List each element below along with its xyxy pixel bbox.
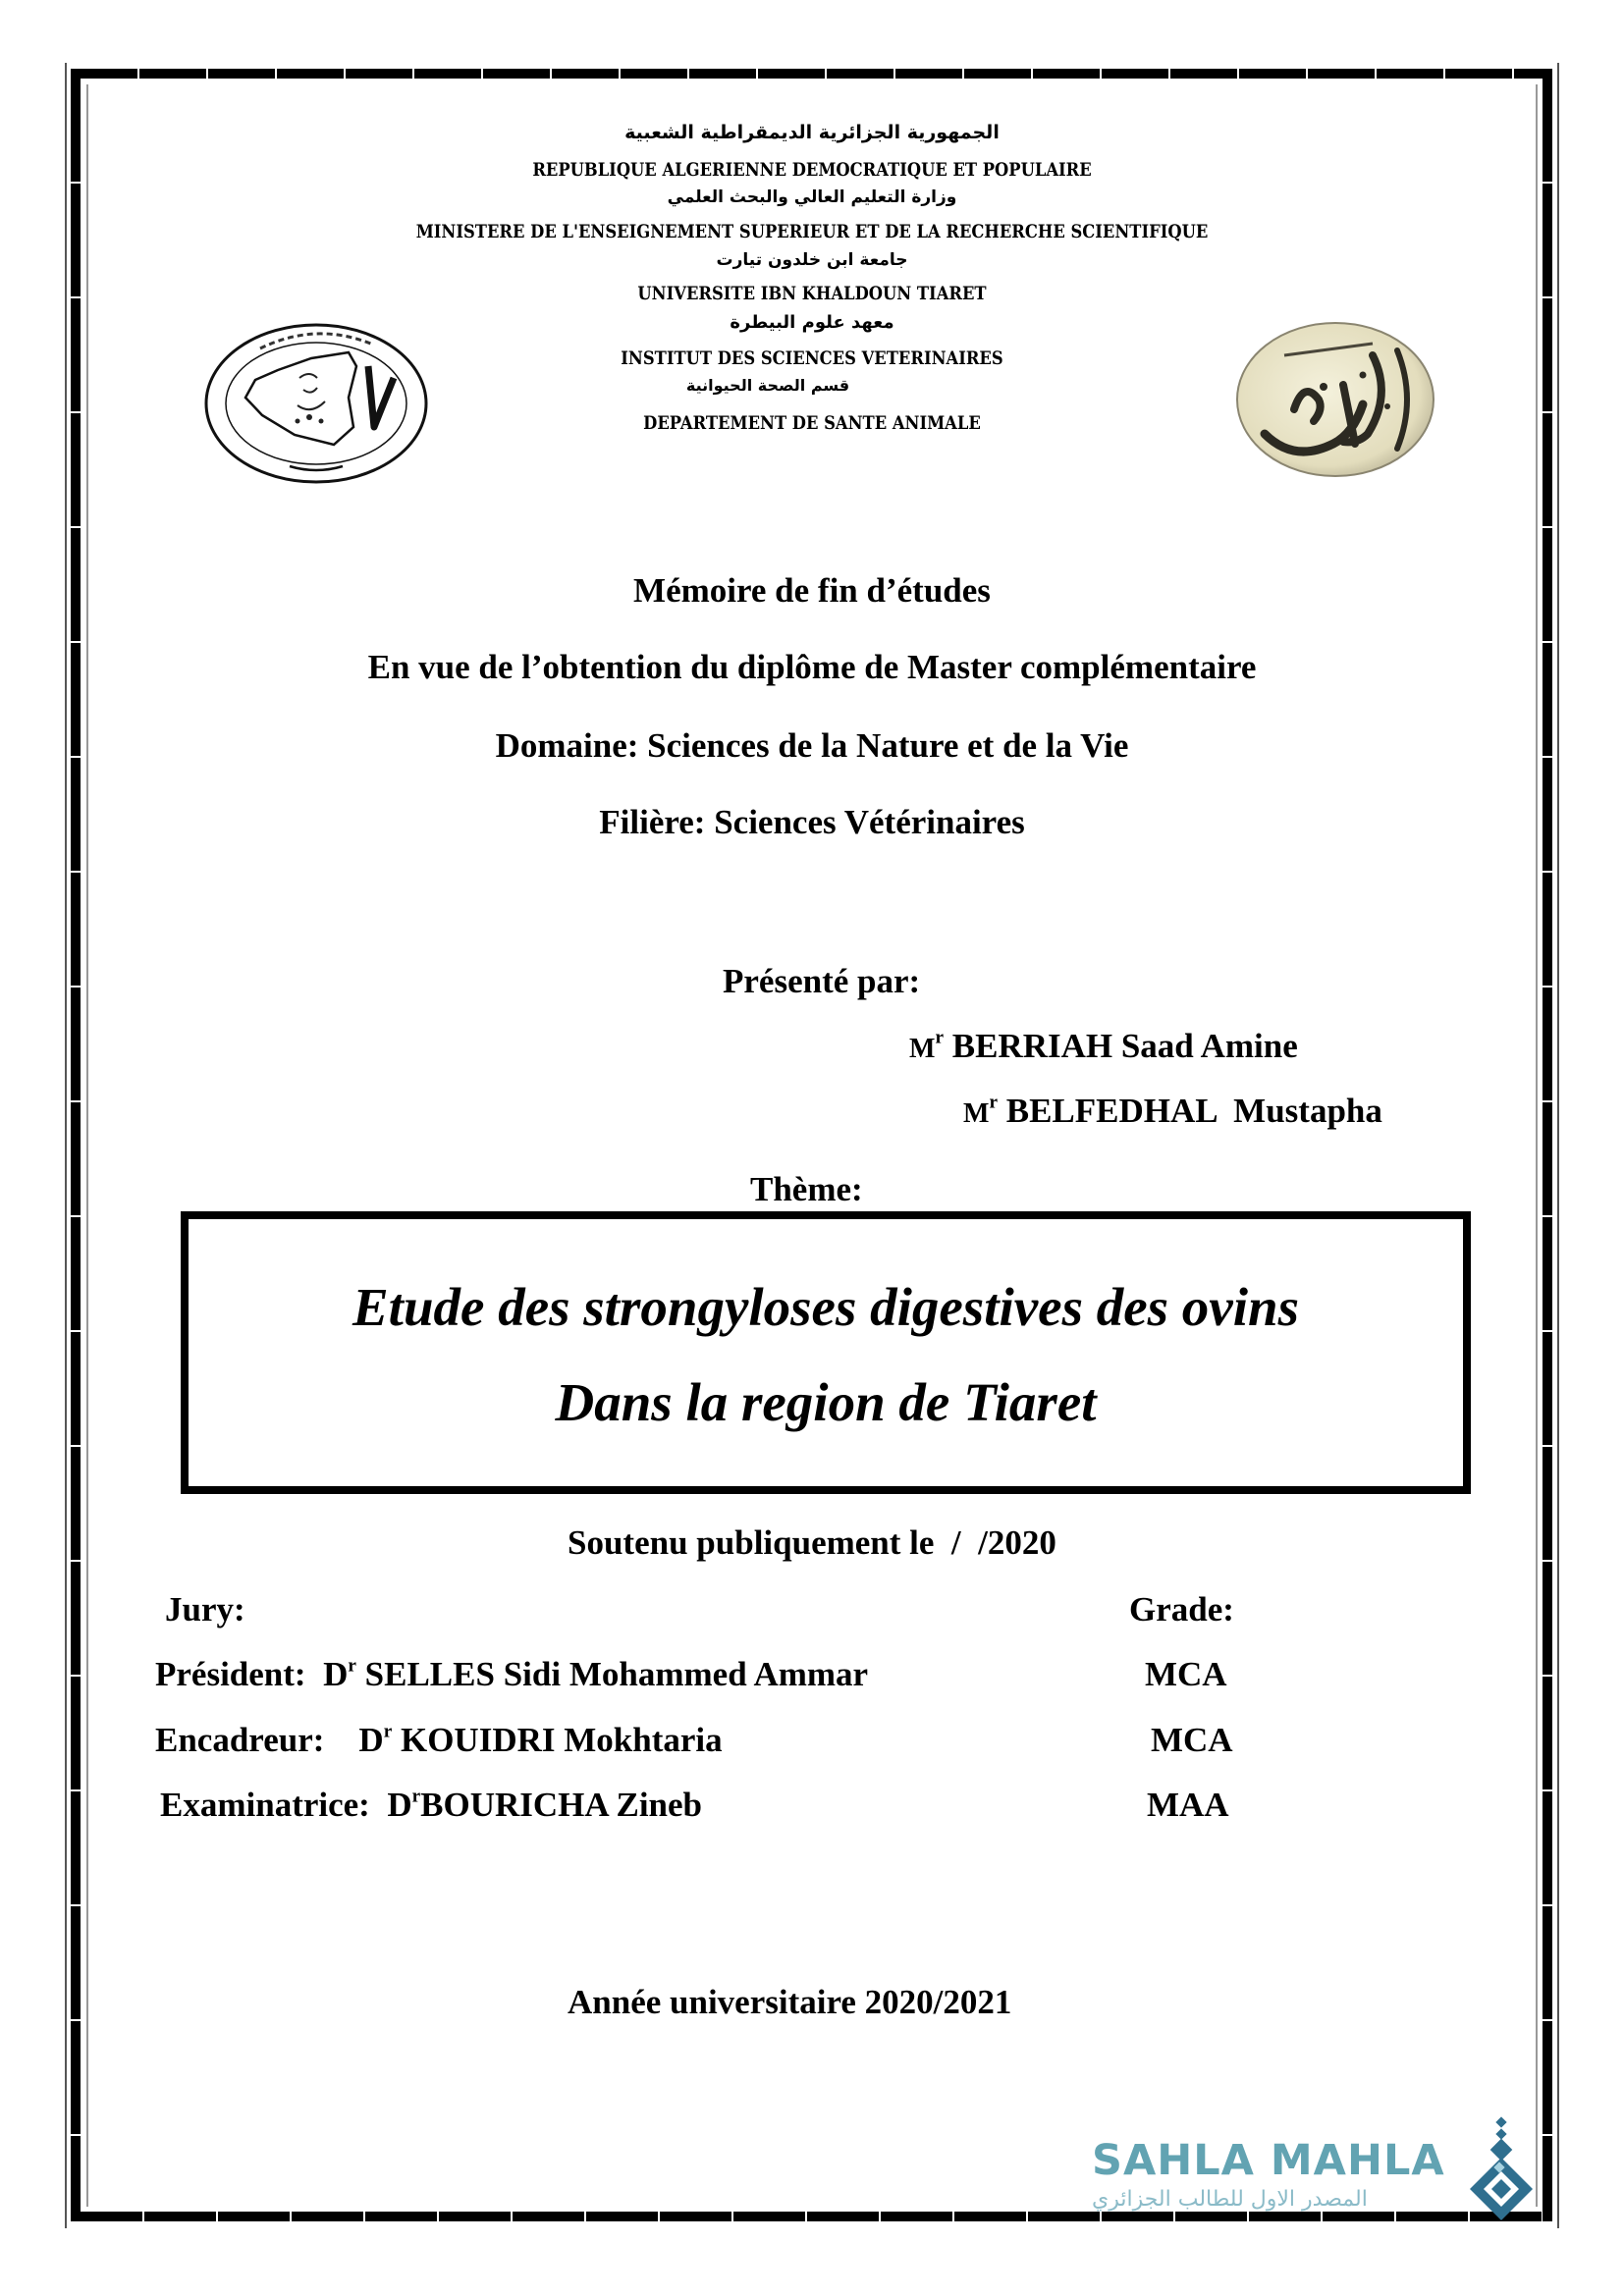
watermark-brand: SAHLA MAHLA xyxy=(1092,2136,1445,2185)
header-republic-arabic: الجمهورية الجزائرية الديمقراطية الشعبية xyxy=(624,122,1000,143)
university-seal-icon xyxy=(1225,316,1446,483)
grade-label: Grade: xyxy=(1129,1590,1234,1629)
header-institute-arabic: معهد علوم البيطرة xyxy=(730,312,894,333)
jury-role: Examinatrice: xyxy=(160,1786,370,1824)
jury-role: Président: xyxy=(155,1655,306,1693)
university-seal-logo xyxy=(1225,316,1446,483)
jury-label: Jury: xyxy=(165,1590,245,1629)
header-university-french: UNIVERSITE IBN KHALDOUN TIARET xyxy=(637,283,987,304)
presented-by-label: Présenté par: xyxy=(723,962,921,1000)
header-ministry-french: MINISTERE DE L'ENSEIGNEMENT SUPERIEUR ET DE LA RECHERCHE SCIENTIFIQUE xyxy=(415,221,1209,242)
header-university-arabic: جامعة ابن خلدون تيارت xyxy=(716,250,908,270)
page-border-inner-right xyxy=(1536,84,1538,2207)
academic-year: Année universitaire 2020/2021 xyxy=(568,1983,1012,2021)
memoir-purpose: En vue de l’obtention du diplôme de Master complémentaire xyxy=(367,648,1257,686)
thesis-title-line-1: Etude des strongyloses digestives des ovins xyxy=(352,1277,1299,1337)
thesis-title-box xyxy=(181,1211,1471,1494)
jury-name: BOURICHA Zineb xyxy=(420,1786,703,1824)
jury-grade-president: MCA xyxy=(1145,1655,1227,1693)
page-border-inner-left xyxy=(86,84,88,2207)
presenter-1: $M^r$ BERRIAH Saad Amine xyxy=(909,1027,1298,1065)
jury-grade-supervisor: MCA xyxy=(1151,1721,1233,1759)
watermark-logo-icon xyxy=(1458,2114,1537,2224)
header-department-french: DEPARTEMENT DE SANTE ANIMALE xyxy=(643,412,981,434)
header-republic-french: REPUBLIQUE ALGERIENNE DEMOCRATIQUE ET POPULAIRE xyxy=(532,159,1092,181)
jury-member-president: Président: $D^r$ SELLES Sidi Mohammed Ammar xyxy=(155,1655,869,1693)
presenter-1-name: BERRIAH Saad Amine xyxy=(951,1027,1298,1065)
header-ministry-arabic: وزارة التعليم العالي والبحث العلمي xyxy=(667,187,957,207)
header-department-arabic: قسم الصحة الحيوانية xyxy=(685,376,850,395)
jury-name: SELLES Sidi Mohammed Ammar xyxy=(364,1655,869,1693)
presenter-2-name: BELFEDHAL Mustapha xyxy=(1005,1092,1382,1130)
page-border-top xyxy=(71,69,1551,79)
institute-seal-logo xyxy=(201,319,432,486)
theme-label: Thème: xyxy=(750,1170,863,1208)
page-border-bottom xyxy=(71,2212,1551,2221)
presenter-2: $M^r$ BELFEDHAL Mustapha xyxy=(963,1092,1382,1130)
institute-seal-icon xyxy=(201,319,432,486)
jury-role: Encadreur: xyxy=(155,1721,325,1759)
memoir-field: Filière: Sciences Vétérinaires xyxy=(599,803,1025,841)
watermark-tagline: المصدر الاول للطالب الجزائري xyxy=(1092,2187,1368,2212)
defense-date: Soutenu publiquement le / /2020 xyxy=(568,1523,1056,1562)
jury-member-supervisor: Encadreur: $D^r$ KOUIDRI Mokhtaria xyxy=(155,1721,723,1759)
jury-member-examiner: Examinatrice: $D^rBOURICHA$ Zineb xyxy=(160,1786,703,1824)
jury-name: KOUIDRI Mokhtaria xyxy=(400,1721,723,1759)
jury-grade-examiner: MAA xyxy=(1147,1786,1229,1824)
memoir-type: Mémoire de fin d’études xyxy=(633,571,991,610)
thesis-title-line-2: Dans la region de Tiaret xyxy=(555,1372,1097,1432)
memoir-domain: Domaine: Sciences de la Nature et de la Vie xyxy=(495,726,1129,765)
header-institute-french: INSTITUT DES SCIENCES VETERINAIRES xyxy=(621,347,1003,369)
